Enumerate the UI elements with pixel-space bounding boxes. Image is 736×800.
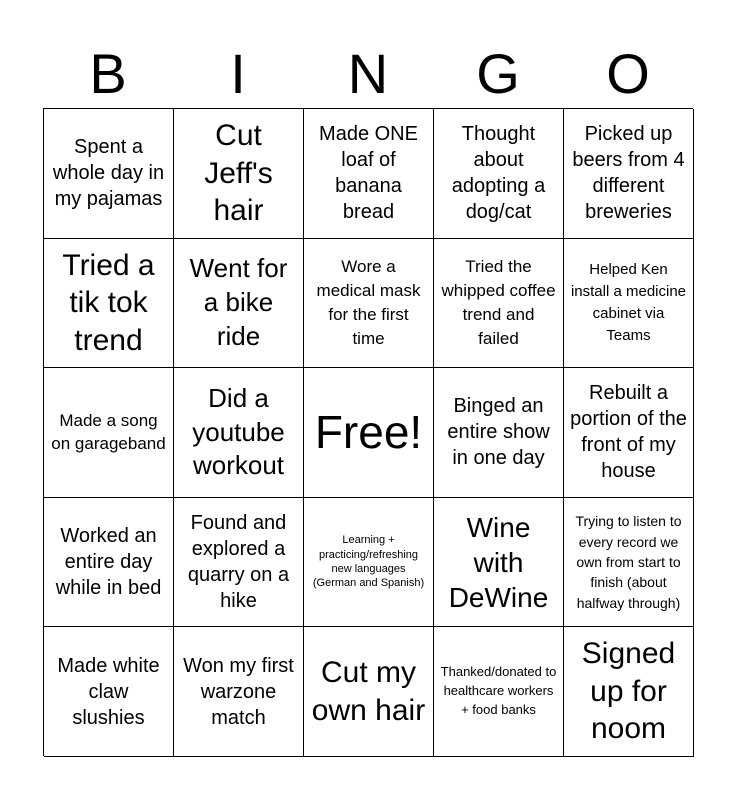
- cell-text: Binged an entire show in one day: [447, 395, 550, 470]
- cell-text: Picked up beers from 4 different breweries: [572, 123, 685, 224]
- bingo-cell-n1[interactable]: [304, 109, 434, 239]
- free-space-text: Free!: [314, 406, 423, 459]
- bingo-cell-i3[interactable]: [174, 368, 304, 498]
- cell-text: Rebuilt a portion of the front of my house: [570, 382, 687, 483]
- bingo-cell-i2[interactable]: [174, 239, 304, 369]
- cell-text: Thought about adopting a dog/cat: [451, 123, 546, 224]
- cell-text: Made a song on garageband: [51, 410, 166, 454]
- bingo-cell-n2[interactable]: [304, 239, 434, 369]
- header-letter-i: I: [230, 42, 246, 105]
- cell-text: Went for a bike ride: [189, 253, 288, 351]
- bingo-header: [43, 40, 693, 108]
- cell-text: Wore a medical mask for the first time: [316, 257, 421, 348]
- cell-text: Learning + practicing/refreshing new languages (German and Spanish): [312, 534, 425, 590]
- bingo-board: [43, 108, 693, 756]
- bingo-cell-g4[interactable]: [434, 498, 564, 628]
- cell-text: Tried the whipped coffee trend and failed: [441, 257, 556, 348]
- bingo-cell-o1[interactable]: [564, 109, 694, 239]
- cell-text: Did a youtube workout: [192, 382, 285, 481]
- bingo-cell-b1[interactable]: [44, 109, 174, 239]
- cell-text: Made white claw slushies: [57, 654, 160, 729]
- bingo-cell-g5[interactable]: [434, 627, 564, 757]
- bingo-cell-g3[interactable]: [434, 368, 564, 498]
- cell-text: Made ONE loaf of banana bread: [319, 123, 418, 224]
- bingo-cell-i1[interactable]: [174, 109, 304, 239]
- bingo-cell-b3[interactable]: [44, 368, 174, 498]
- cell-text: Won my first warzone match: [183, 654, 294, 729]
- bingo-cell-n4[interactable]: [304, 498, 434, 628]
- cell-text: Trying to listen to every record we own from start to finish (about halfway through): [575, 513, 682, 611]
- cell-text: Wine with DeWine: [448, 511, 549, 613]
- header-letter-b: B: [89, 42, 127, 105]
- cell-text: Thanked/donated to healthcare workers + food banks: [440, 664, 557, 718]
- header-letter-g: G: [476, 42, 520, 105]
- bingo-cell-b5[interactable]: [44, 627, 174, 757]
- bingo-cell-b4[interactable]: [44, 498, 174, 628]
- bingo-cell-g1[interactable]: [434, 109, 564, 239]
- bingo-cell-g2[interactable]: [434, 239, 564, 369]
- bingo-cell-o3[interactable]: [564, 368, 694, 498]
- bingo-cell-i5[interactable]: [174, 627, 304, 757]
- header-letter-o: O: [606, 42, 650, 105]
- bingo-cell-n5[interactable]: [304, 627, 434, 757]
- cell-text: Cut Jeff's hair: [204, 119, 273, 228]
- cell-text: Helped Ken install a medicine cabinet via Teams: [570, 261, 687, 344]
- cell-text: Tried a tik tok trend: [62, 248, 155, 357]
- cell-text: Worked an entire day while in bed: [55, 525, 162, 600]
- bingo-cell-o2[interactable]: [564, 239, 694, 369]
- cell-text: Cut my own hair: [311, 656, 426, 727]
- cell-text: Signed up for noom: [581, 637, 676, 746]
- bingo-cell-o4[interactable]: [564, 498, 694, 628]
- bingo-cell-b2[interactable]: [44, 239, 174, 369]
- bingo-cell-i4[interactable]: [174, 498, 304, 628]
- bingo-cell-free[interactable]: [304, 368, 434, 498]
- bingo-cell-o5[interactable]: [564, 627, 694, 757]
- cell-text: Spent a whole day in my pajamas: [52, 136, 165, 211]
- header-letter-n: N: [347, 42, 389, 105]
- cell-text: Found and explored a quarry on a hike: [187, 512, 290, 613]
